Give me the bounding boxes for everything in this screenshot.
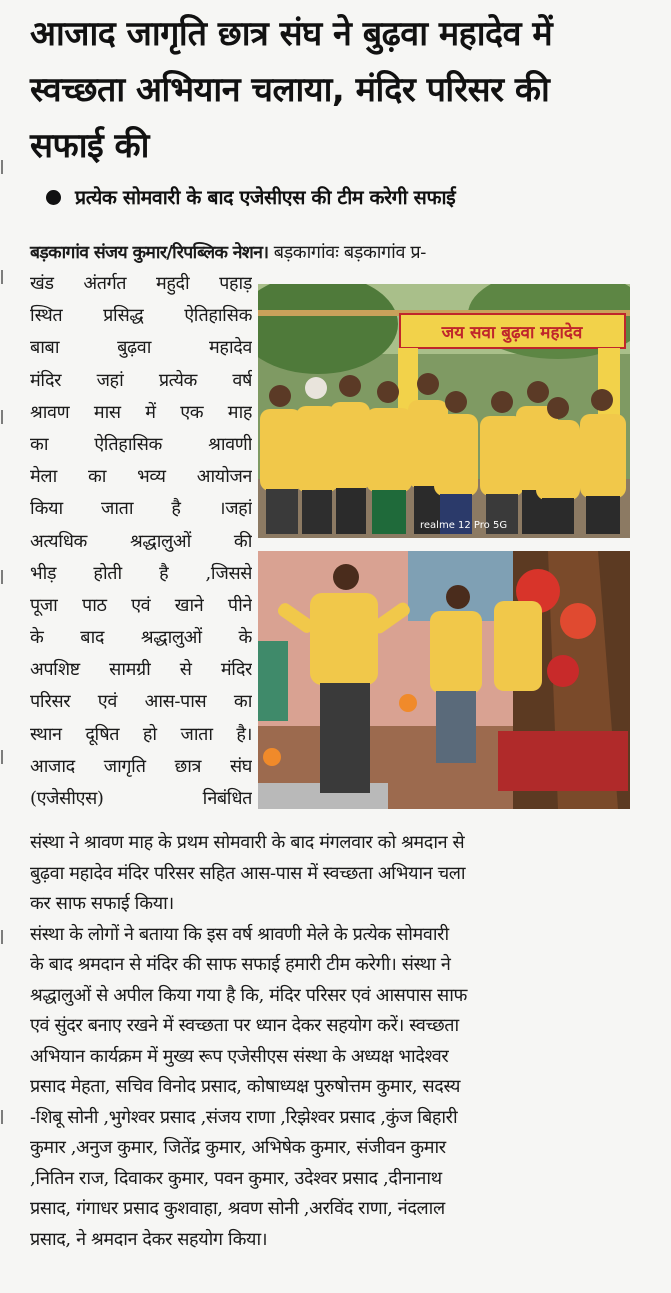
column-line: (एजेसीएस) निबंधित [30, 788, 252, 809]
column-line: किया जाता है ।जहां [30, 498, 252, 520]
body-line: श्रद्धालुओं से अपील किया गया है कि, मंदिर परिसर एवं आसपास साफ [30, 984, 467, 1006]
column-line: भीड़ होती है ,जिससे [30, 562, 252, 584]
body-line: अभियान कार्यक्रम में मुख्य रूप एजेसीएस संस्था के अध्यक्ष भादेश्वर [30, 1045, 449, 1067]
headline-line: स्वच्छता अभियान चलाया, मंदिर परिसर की [30, 70, 550, 110]
column-line: मंदिर जहां प्रत्येक वर्ष [30, 369, 252, 391]
cleaning-photo-illustration [258, 551, 630, 809]
column-line: खंड अंतर्गत महुदी पहाड़ [30, 273, 252, 294]
column-line: अत्यधिक श्रद्धालुओं की [30, 530, 252, 552]
column-line: आजाद जागृति छात्र संघ [30, 755, 252, 777]
group-photo-illustration [258, 284, 630, 538]
camera-watermark: realme 12 Pro 5G [420, 520, 508, 531]
body-line: प्रसाद मेहता, सचिव विनोद प्रसाद, कोषाध्यक्ष पुरुषोत्तम कुमार, सदस्य [30, 1076, 461, 1097]
body-line: एवं सुंदर बनाए रखने में स्वच्छता पर ध्यान देकर सहयोग करें। स्वच्छता [30, 1015, 459, 1036]
column-line: मेला का भव्य आयोजन [30, 466, 252, 488]
article-column [30, 268, 252, 815]
column-line: स्थित प्रसिद्ध ऐतिहासिक [30, 305, 252, 327]
body-line: प्रसाद, ने श्रमदान देकर सहयोग किया। [30, 1228, 268, 1250]
subheadline-text: प्रत्येक सोमवारी के बाद एजेसीएस की टीम करेगी सफाई [75, 186, 456, 209]
cleaning-photo [258, 551, 630, 809]
bullet-icon [46, 190, 61, 205]
body-line: के बाद श्रमदान से मंदिर की साफ सफाई हमारी टीम करेगी। संस्था ने [30, 954, 451, 975]
column-line: के बाद श्रद्धालुओं के [30, 627, 252, 649]
headline-line: सफाई की [30, 126, 149, 166]
body-line: -शिबू सोनी ,भुगेश्वर प्रसाद ,संजय राणा ,रिझेश्वर प्रसाद ,कुंज बिहारी [30, 1106, 458, 1128]
byline-dateline: बड़कागांवः बड़कागांव प्र- [268, 242, 426, 263]
column-line: श्रावण मास में एक माह [30, 401, 252, 423]
group-photo [258, 284, 630, 538]
column-line: का ऐतिहासिक श्रावणी [30, 433, 252, 455]
headline-line: आजाद जागृति छात्र संघ ने बुढ़वा महादेव में [30, 14, 553, 54]
column-line: परिसर एवं आस-पास का [30, 691, 252, 713]
margin-ticks [0, 150, 8, 1250]
body-line: प्रसाद, गंगाधर प्रसाद कुशवाहा, श्रवण सोनी ,अरविंद राणा, नंदलाल [30, 1198, 445, 1219]
body-line: संस्था के लोगों ने बताया कि इस वर्ष श्रावणी मेले के प्रत्येक सोमवारी [30, 923, 449, 945]
column-line: पूजा पाठ एवं खाने पीने [30, 594, 252, 616]
column-line: बाबा बुढ़वा महादेव [30, 337, 252, 359]
column-line: अपशिष्ट सामग्री से मंदिर [30, 659, 252, 681]
column-line: स्थान दूषित हो जाता है। [30, 723, 252, 745]
body-line: ,नितिन राज, दिवाकर कुमार, पवन कुमार, उदेश्वर प्रसाद ,दीनानाथ [30, 1167, 442, 1189]
body-line: कुमार ,अनुज कुमार, जितेंद्र कुमार, अभिषेक कुमार, संजीवन कुमार [30, 1137, 446, 1158]
banner-text: जय सवा बुढ़वा महादेव [441, 323, 583, 343]
body-line: संस्था ने श्रावण माह के प्रथम सोमवारी के बाद मंगलवार को श्रमदान से [30, 832, 465, 853]
body-line: बुढ़वा महादेव मंदिर परिसर सहित आस-पास में स्वच्छता अभियान चला [30, 862, 466, 884]
body-line: कर साफ सफाई किया। [30, 893, 174, 914]
byline [30, 238, 666, 268]
byline-author: बड़कागांव संजय कुमार/रिपब्लिक नेशन। [30, 243, 269, 263]
article-body [30, 828, 638, 1255]
subheadline [46, 181, 666, 215]
headline [30, 6, 660, 174]
